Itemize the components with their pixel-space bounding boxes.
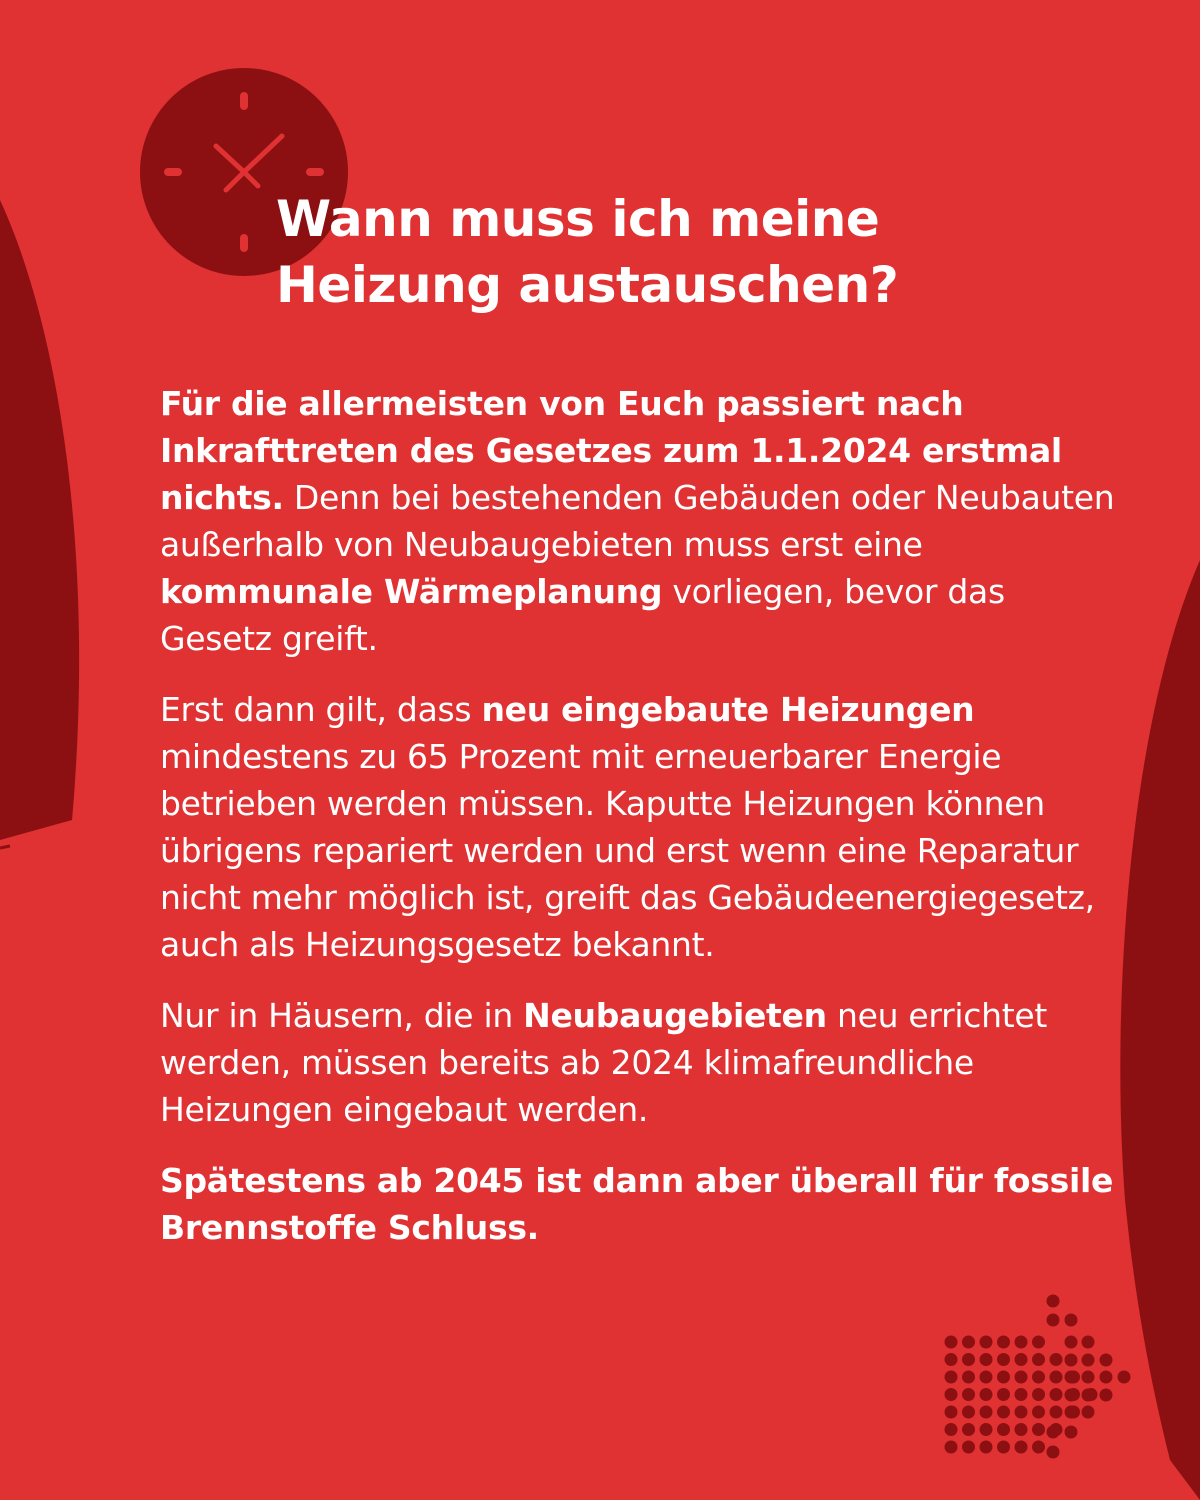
paragraph-1	[160, 380, 1120, 662]
title-line-1: Wann muss ich meine	[276, 190, 880, 248]
arrow-dot	[1065, 1389, 1078, 1402]
paragraph-1-bold-2: kommunale Wärmeplanung	[160, 572, 663, 611]
paragraph-1-text-1: Denn bei bestehenden Gebäuden oder Neubauten außerhalb von Neubaugebieten muss erst eine	[160, 478, 1115, 564]
arrow-dot	[1050, 1406, 1063, 1419]
arrow-dot	[1082, 1336, 1095, 1349]
arrow-dot	[980, 1388, 993, 1401]
arrow-dot	[1032, 1371, 1045, 1384]
arrow-dot	[1065, 1354, 1078, 1367]
arrow-dot	[945, 1371, 958, 1384]
arrow-dot	[962, 1406, 975, 1419]
arrow-dot	[945, 1353, 958, 1366]
right-dark-blob	[1120, 560, 1200, 1500]
paragraph-3	[160, 992, 1120, 1133]
paragraph-1-text-2: vorliegen, bevor das Gesetz greift.	[160, 572, 1005, 658]
paragraph-4-bold: Spätestens ab 2045 ist dann aber überall für fossile Brennstoffe Schluss.	[160, 1161, 1114, 1247]
title-line-2: Heizung austauschen?	[276, 256, 899, 314]
paragraph-3-bold: Neubaugebieten	[523, 996, 827, 1035]
arrow-dot	[945, 1388, 958, 1401]
arrow-dot	[980, 1371, 993, 1384]
arrow-dot	[1082, 1354, 1095, 1367]
arrow-dot	[1032, 1353, 1045, 1366]
arrow-dot	[1065, 1336, 1078, 1349]
arrow-dot	[1050, 1353, 1063, 1366]
arrow-dot	[1032, 1441, 1045, 1454]
arrow-dot	[1032, 1406, 1045, 1419]
body-text	[160, 380, 1120, 1275]
arrow-dot	[1065, 1371, 1078, 1384]
arrow-dot	[997, 1406, 1010, 1419]
paragraph-3-text-2: neu errichtet werden, müssen bereits ab 2024 klimafreundliche Heizungen eingebaut werden.	[160, 996, 1047, 1129]
arrow-dot	[997, 1441, 1010, 1454]
paragraph-4	[160, 1157, 1120, 1251]
arrow-dot	[945, 1406, 958, 1419]
arrow-dot	[962, 1336, 975, 1349]
arrow-dot	[1118, 1371, 1131, 1384]
arrow-dot	[980, 1336, 993, 1349]
arrow-dot	[1047, 1446, 1060, 1459]
arrow-dot	[1015, 1353, 1028, 1366]
arrow-dot	[980, 1441, 993, 1454]
paragraph-2-text-1: Erst dann gilt, dass	[160, 690, 482, 729]
arrow-dot	[997, 1423, 1010, 1436]
arrow-dot	[997, 1371, 1010, 1384]
arrow-dot	[945, 1423, 958, 1436]
arrow-dot	[1082, 1371, 1095, 1384]
arrow-dot	[1015, 1423, 1028, 1436]
arrow-dot	[1100, 1389, 1113, 1402]
arrow-dot	[980, 1406, 993, 1419]
arrow-dot	[1015, 1388, 1028, 1401]
paragraph-2-text-2: mindestens zu 65 Prozent mit erneuerbarer Energie betrieben werden müssen. Kaputte Heizungen können übrigens repariert werden und erst wenn eine Reparatur nicht mehr möglich ist, greift das Gebäudeenergiegesetz, auch als Heizungsgesetz bekannt.	[160, 737, 1095, 964]
arrow-dot	[1082, 1389, 1095, 1402]
arrow-dot	[1047, 1426, 1060, 1439]
arrow-dot	[980, 1353, 993, 1366]
arrow-dot	[1050, 1388, 1063, 1401]
paragraph-2-bold: neu eingebaute Heizungen	[481, 690, 975, 729]
arrow-dot	[945, 1336, 958, 1349]
arrow-dot	[1100, 1354, 1113, 1367]
arrow-dot	[1015, 1406, 1028, 1419]
arrow-dot	[1047, 1314, 1060, 1327]
arrow-dot	[962, 1388, 975, 1401]
left-dark-blob	[0, 200, 79, 840]
dotted-arrow-icon	[945, 1295, 1131, 1459]
paragraph-1-bold: Für die allermeisten von Euch passiert nach Inkrafttreten des Gesetzes zum 1.1.2024 erstmal nichts.	[160, 384, 1062, 517]
arrow-dot	[997, 1336, 1010, 1349]
arrow-dot	[1032, 1336, 1045, 1349]
arrow-dot	[997, 1353, 1010, 1366]
arrow-dot	[1082, 1406, 1095, 1419]
arrow-dot	[1015, 1336, 1028, 1349]
arrow-dot	[1015, 1371, 1028, 1384]
page-title	[276, 186, 1176, 318]
arrow-dot	[980, 1423, 993, 1436]
arrow-dot	[1015, 1441, 1028, 1454]
arrow-dot	[945, 1441, 958, 1454]
left-accent-line	[0, 846, 10, 848]
arrow-dot	[1065, 1314, 1078, 1327]
arrow-dot	[1100, 1371, 1113, 1384]
paragraph-3-text-1: Nur in Häusern, die in	[160, 996, 524, 1035]
paragraph-2	[160, 686, 1120, 968]
arrow-dot	[1065, 1406, 1078, 1419]
arrow-dot	[1050, 1371, 1063, 1384]
arrow-dot	[1065, 1426, 1078, 1439]
arrow-dot	[962, 1423, 975, 1436]
arrow-dot	[962, 1441, 975, 1454]
arrow-dot	[1032, 1423, 1045, 1436]
arrow-dot	[962, 1353, 975, 1366]
arrow-dot	[962, 1371, 975, 1384]
arrow-dot	[997, 1388, 1010, 1401]
arrow-dot	[1047, 1295, 1060, 1308]
arrow-dot	[1032, 1388, 1045, 1401]
